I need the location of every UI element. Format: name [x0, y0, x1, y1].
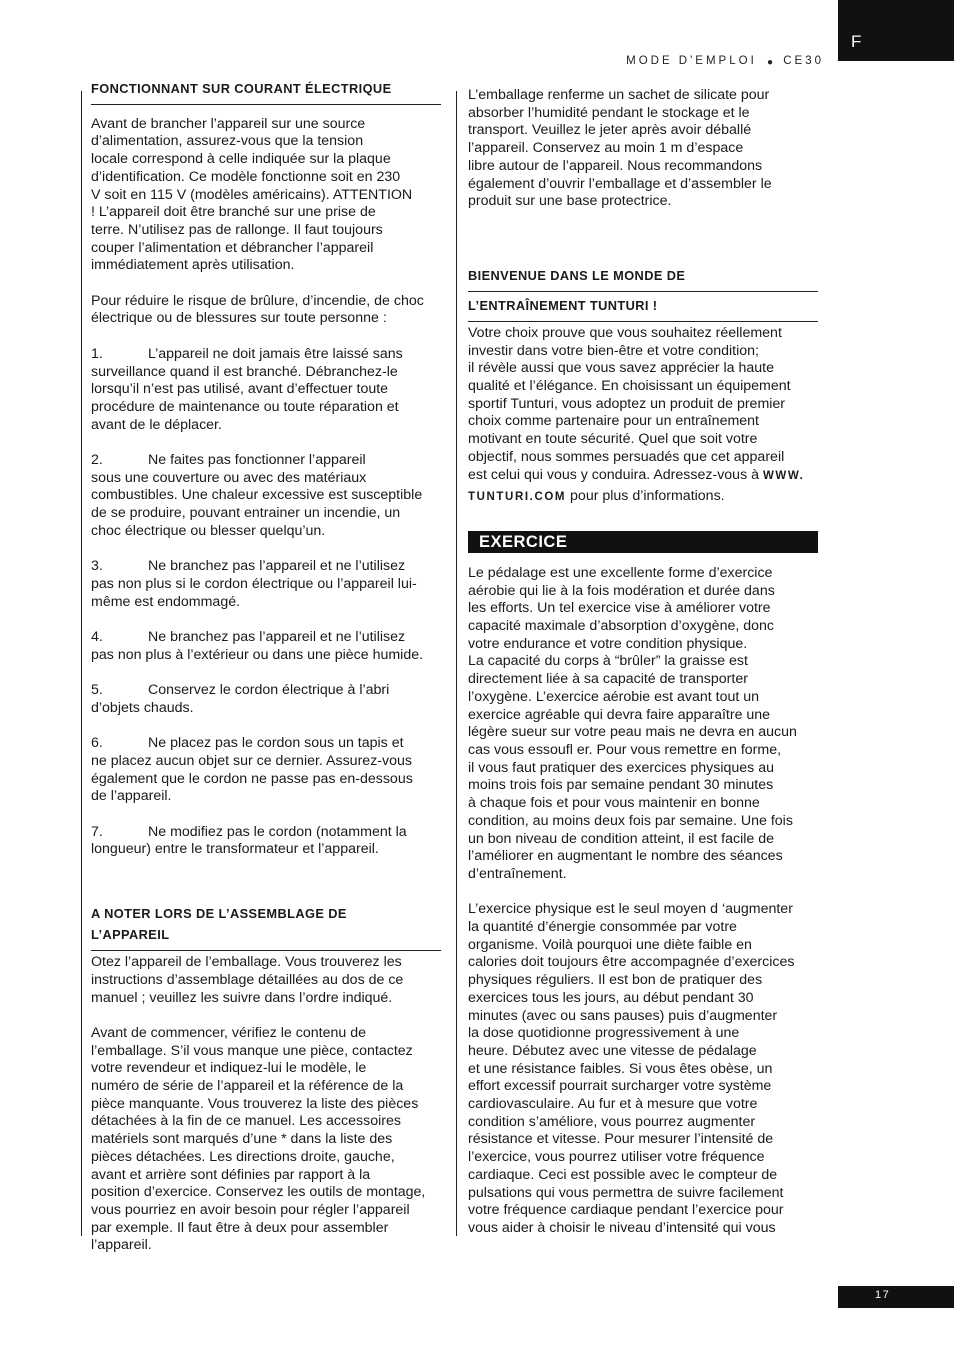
left-column-rule [81, 91, 82, 1236]
safety-item-line [91, 399, 441, 417]
safety-item-text: Ne faites pas fonctionner l’appareil [148, 452, 366, 469]
website-link-part1[interactable]: WWW. [762, 469, 805, 482]
safety-item [91, 824, 441, 859]
text-line: La capacité du corps à “brûler” la graisse est [468, 653, 748, 670]
text-line: l’emballage. S’il vous manque une pièce, contactez [91, 1042, 413, 1059]
welcome-paragraph [468, 325, 818, 467]
safety-item-text: de l’appareil. [91, 788, 172, 805]
safety-item-line [91, 629, 441, 647]
website-link-part2[interactable]: TUNTURI.COM [468, 491, 567, 504]
text-line: à chaque fois et pour vous maintenir en bonne [468, 795, 760, 812]
safety-item-text: Ne branchez pas l’appareil et ne l’utilisez [148, 558, 406, 575]
text-line: la dose quotidionne progressivement à une [468, 1025, 740, 1042]
assembly-paragraph-1 [91, 954, 441, 1007]
safety-item-text: également que le cordon ne passe pas en-dessous [91, 770, 413, 787]
page-number: 17 [875, 1289, 891, 1301]
text-line: qualité et l’élégance. En choisissant un équipement [468, 378, 791, 395]
safety-item-text: pas non plus à l’extérieur ou dans une pièce humide. [91, 646, 424, 663]
safety-item-line [91, 505, 441, 523]
text-line: numéro de série de l’appareil et la référence de la [91, 1078, 404, 1095]
text-line: la quantité d’énergie consommée par votre [468, 919, 737, 935]
text-line: l’appareil. Conservez au moin 1 m d’espace [468, 140, 744, 157]
safety-item-text: même est endommagé. [91, 593, 241, 610]
text-line: manuel ; veuillez les suivre dans l’ordre indiqué. [91, 989, 393, 1006]
text-line: instructions d’assemblage détaillées au dos de ce [91, 971, 404, 988]
text-line: Otez l’appareil de l’emballage. Vous trouverez les [91, 954, 402, 971]
page-number-bar [838, 1286, 954, 1308]
text-line: avant et arrière sont définies par rapport à la [91, 1166, 371, 1183]
safety-item-line [91, 470, 441, 488]
text-line: vous aider à choisir le niveau d’intensité qui vous [468, 1219, 776, 1236]
safety-item-number: 3. [91, 558, 103, 575]
text-line: Le pédalage est une excellente forme d’exercice [468, 564, 773, 581]
text-line: terre. N’utilisez pas de rallonge. Il faut toujours [91, 221, 383, 238]
text-line: position d’exercice. Conservez les outils de montage, [91, 1184, 426, 1201]
text-line: cardiaque. Ceci est possible avec le compteur de [468, 1166, 778, 1183]
text-line: objectif, nous sommes persuadés que cet appareil [468, 448, 785, 465]
safety-item-line [91, 788, 441, 806]
safety-item-text: de se produire, pouvant entrainer un incendie, un [91, 505, 401, 522]
safety-item-line [91, 771, 441, 789]
welcome-last-line [468, 467, 818, 486]
text-line: cas vous essoufl er. Pour vous remettre en forme, [468, 741, 782, 758]
language-tab-label: F [851, 32, 862, 51]
text-line: Votre choix prouve que vous souhaitez réellement [468, 324, 782, 341]
safety-item-line [91, 735, 441, 753]
text-line: d’identification. Ce modèle fonctionne soit en 230 [91, 168, 401, 185]
text-line: organisme. Voilà pourquoi une diète faible en [468, 936, 752, 953]
text-line: exercice agréable qui devra faire apparaître une [468, 706, 771, 723]
safety-item-line [91, 576, 441, 594]
safety-item-line [91, 824, 441, 842]
safety-item-text: longueur) entre le transformateur et l’appareil. [91, 841, 379, 858]
text-line: l’oxygène. L’exercice aérobie est avant tout un [468, 688, 760, 705]
exercise-paragraph-1 [468, 565, 818, 884]
safety-item-line [91, 417, 441, 435]
language-tab [838, 0, 954, 61]
electrical-paragraph [91, 116, 441, 275]
text-line: pulsations qui vous permettra de suivre facilement [468, 1184, 784, 1201]
text-line: l’exercice, vous pourrez utiliser votre fréquence [468, 1149, 765, 1166]
text-line: Avant de commencer, vérifiez le contenu de [91, 1024, 366, 1041]
safety-item-text: Conservez le cordon électrique à l’abri [148, 682, 390, 699]
packaging-paragraph [468, 87, 818, 211]
text-line: moins trois fois par semaine pendant 30 minutes [468, 777, 774, 794]
safety-item-text: avant de le déplacer. [91, 416, 222, 433]
safety-item [91, 346, 441, 435]
safety-item-number: 4. [91, 629, 103, 646]
text-line: aérobie qui lie à la fois modération et durée dans [468, 582, 775, 599]
safety-item-line [91, 594, 441, 612]
text-line: pièces détachées. Les directions droite, gauche, [91, 1148, 395, 1165]
heading-assembly [91, 903, 441, 924]
safety-item-line [91, 558, 441, 576]
safety-item-text: pas non plus si le cordon électrique ou l’appareil lui- [91, 575, 417, 592]
safety-item-text: Ne placez pas le cordon sous un tapis et [148, 735, 404, 752]
safety-item-text: choc électrique ou blesser quelqu’un. [91, 522, 326, 539]
welcome-last-text: est celui qui vous y conduira. Adressez-vous à [468, 466, 759, 483]
text-line: matériels sont marqués d’une * dans la liste des [91, 1131, 393, 1148]
text-line: effort excessif pourrait surcharger votre système [468, 1078, 772, 1095]
text-line: couper l’alimentation et débrancher l’appareil [91, 239, 374, 256]
text-line: un bon niveau de condition atteint, il est facile de [468, 830, 775, 847]
manual-label: MODE D'EMPLOI [626, 55, 757, 67]
text-line: d’entraînement. [468, 865, 567, 882]
safety-item-line [91, 346, 441, 364]
safety-item-number: 5. [91, 682, 103, 699]
safety-item-text: L’appareil ne doit jamais être laissé sans [148, 345, 403, 362]
text-line: pièce manquante. Vous trouverez la liste des pièces [91, 1095, 419, 1112]
text-line: directement liée à sa capacité de transporter [468, 671, 748, 688]
text-line: l’appareil. [91, 1237, 152, 1254]
safety-item-text: surveillance quand il est branché. Débranchez-le [91, 363, 398, 380]
safety-item-text: sous une couverture ou avec des matériaux [91, 469, 367, 486]
safety-item-line [91, 452, 441, 470]
text-line: il révèle aussi que vous savez apprécier la haute [468, 360, 774, 377]
text-line: Pour réduire le risque de brûlure, d’incendie, de choc [91, 292, 424, 309]
safety-item [91, 452, 441, 541]
safety-item-number: 1. [91, 345, 103, 362]
text-line: votre endurance et votre condition physique. [468, 635, 748, 652]
text-line: l’améliorer en augmentant le nombre des séances [468, 848, 783, 865]
safety-item-line [91, 487, 441, 505]
text-line: calories doit toujours être accompagnée d’exercices [468, 954, 795, 971]
text-line: Avant de brancher l’appareil sur une source [91, 115, 366, 132]
exercise-paragraph-2 [468, 901, 818, 1237]
text-line: libre autour de l’appareil. Nous recommandons [468, 157, 763, 174]
right-column-rule [456, 91, 457, 1236]
safety-item-line [91, 682, 441, 700]
safety-item-number: 6. [91, 735, 103, 752]
text-line: produit sur une base protectrice. [468, 193, 672, 210]
text-line: absorber l’humidité pendant le stockage et le [468, 104, 750, 121]
welcome-tail: pour plus d’informations. [566, 488, 725, 505]
text-line: également d’ouvrir l’emballage et d’assembler le [468, 175, 772, 192]
safety-item-number: 7. [91, 823, 103, 840]
text-line: d’alimentation, assurez-vous que la tension [91, 133, 364, 150]
heading-electrical: FONCTIONNANT SUR COURANT ÉLECTRIQUE [91, 80, 441, 105]
safety-item-text: Ne modifiez pas le cordon (notamment la [148, 823, 407, 840]
safety-item-text: procédure de maintenance ou toute réparation et [91, 398, 399, 415]
text-line: capacité maximale d’absorption d’oxygène, donc [468, 618, 775, 635]
heading-welcome-line2: L’ENTRAÎNEMENT TUNTURI ! [468, 292, 818, 322]
right-column [468, 87, 818, 1238]
heading-assembly-line1: A NOTER LORS DE L’ASSEMBLAGE DE [91, 906, 347, 922]
text-line: exercices tous les jours, au début pendant 30 [468, 989, 754, 1006]
text-line: minutes (avec ou sans pauses) puis d’augmenter [468, 1007, 778, 1024]
text-line: ! L’appareil doit être branché sur une prise de [91, 204, 376, 221]
welcome-url-line [468, 488, 818, 507]
safety-item-line [91, 841, 441, 859]
text-line: condition, au moins deux fois par semaine. Une fois [468, 812, 793, 829]
text-line: légère sueur sur votre peau mais ne devra en aucun [468, 724, 797, 741]
text-line: L’exercice physique est le seul moyen d ‘augmenter [468, 901, 793, 918]
safety-item-text: Ne branchez pas l’appareil et ne l’utilisez [148, 629, 406, 646]
safety-item-line [91, 700, 441, 718]
text-line: cardiovasculaire. Au fur et à mesure que votre [468, 1096, 758, 1113]
section-exercise-heading: EXERCICE [468, 531, 818, 553]
safety-item-text: combustibles. Une chaleur excessive est susceptible [91, 487, 423, 504]
text-line: par exemple. Il faut être à deux pour assembler [91, 1219, 389, 1236]
safety-item [91, 735, 441, 806]
text-line: détachées à la fin de ce manuel. Les accessoires [91, 1113, 401, 1130]
text-line: locale correspond à celle indiquée sur la plaque [91, 151, 391, 168]
heading-welcome-line1: BIENVENUE DANS LE MONDE DE [468, 267, 686, 283]
heading-assembly-line2: L’APPAREIL [91, 924, 441, 951]
header-separator: ● [766, 57, 774, 68]
text-line: et une résistance faibles. Si vous êtes obèse, un [468, 1060, 773, 1077]
text-line: condition s’améliore, vous pourrez augmenter [468, 1113, 756, 1130]
text-line: heure. Débutez avec une vitesse de pédalage [468, 1042, 757, 1059]
safety-item-text: ne placez aucun objet sur ce dernier. Assurez-vous [91, 752, 412, 769]
safety-list [91, 346, 441, 859]
safety-item-line [91, 381, 441, 399]
text-line: transport. Veuillez le jeter après avoir déballé [468, 122, 752, 139]
safety-item-line [91, 523, 441, 541]
text-line: motivant en toute sécurité. Quel que soit votre [468, 431, 758, 448]
text-line: sportif Tunturi, vous adoptez un produit de premier [468, 395, 786, 412]
text-line: les efforts. Un tel exercice vise à améliorer votre [468, 600, 771, 617]
safety-item [91, 558, 441, 611]
text-line: votre fréquence cardiaque pendant l’exercice pour [468, 1202, 784, 1219]
text-line: investir dans votre bien-être et votre condition; [468, 342, 759, 359]
text-line: choix comme partenaire pour un entraînement [468, 413, 760, 430]
left-column [91, 80, 441, 1255]
safety-item-text: d’objets chauds. [91, 699, 194, 716]
safety-item-number: 2. [91, 452, 103, 469]
text-line: votre revendeur et indiquez-lui le modèle, le [91, 1060, 367, 1077]
safety-item [91, 629, 441, 664]
model-label: CE30 [783, 55, 824, 67]
safety-item-line [91, 753, 441, 771]
text-line: vous pourriez en avoir besoin pour régler l’appareil [91, 1201, 410, 1218]
running-header [626, 55, 824, 67]
text-line: électrique ou de blessures sur toute personne : [91, 310, 387, 327]
text-line: immédiatement après utilisation. [91, 257, 295, 274]
safety-item-line [91, 647, 441, 665]
text-line: V soit en 115 V (modèles américains). ATTENTION [91, 186, 413, 203]
safety-item-text: lorsqu’il n’est pas utilisé, avant d’effectuer toute [91, 381, 389, 398]
text-line: physiques réguliers. Il est bon de pratiquer des [468, 972, 763, 989]
risk-intro-paragraph [91, 293, 441, 328]
text-line: L’emballage renferme un sachet de silicate pour [468, 87, 770, 103]
safety-item-line [91, 364, 441, 382]
text-line: il vous faut pratiquer des exercices physiques au [468, 759, 774, 776]
text-line: résistance et vitesse. Pour mesurer l’intensité de [468, 1131, 774, 1148]
safety-item [91, 682, 441, 717]
assembly-paragraph-2 [91, 1025, 441, 1255]
